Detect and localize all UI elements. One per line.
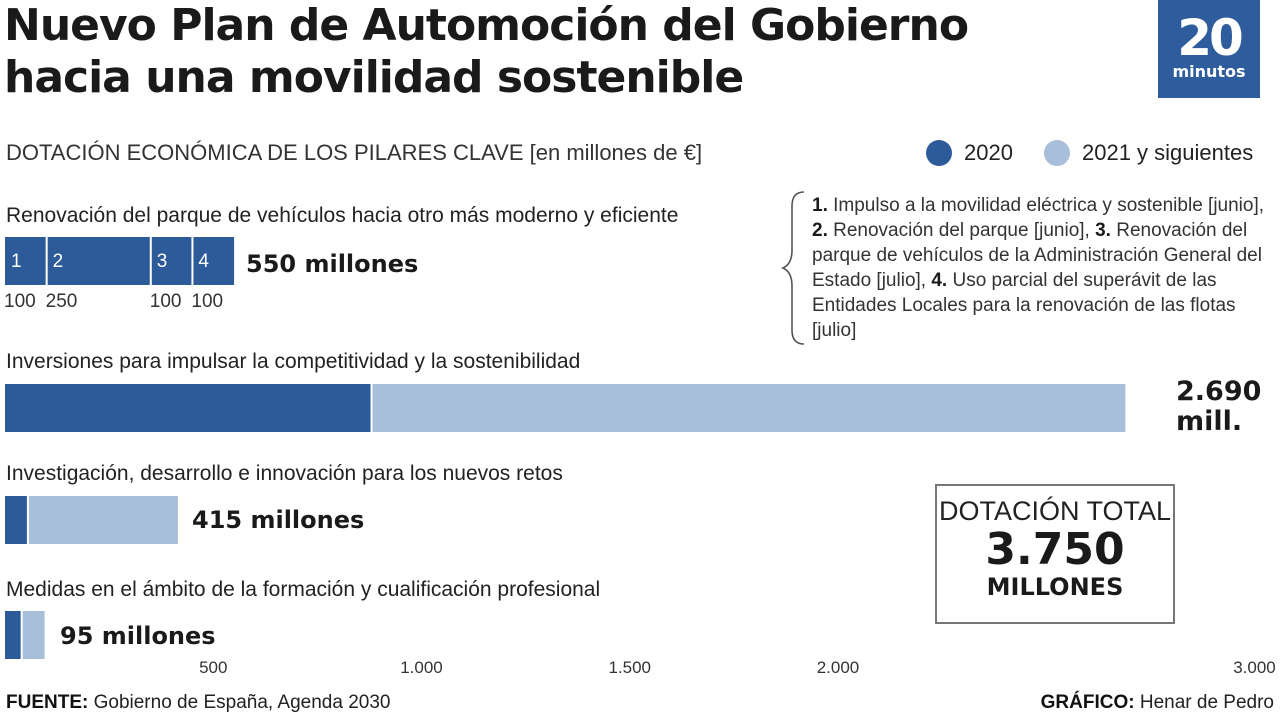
legend-label-2021: 2021 y siguientes xyxy=(1082,140,1254,165)
total-box-label: DOTACIÓN TOTAL xyxy=(938,496,1172,526)
segment-value-label: 100 xyxy=(149,291,182,312)
note-2-text: Renovación del parque [junio], xyxy=(827,220,1096,241)
note-1-text: Impulso a la movilidad eléctrica y sostenible [junio], xyxy=(827,195,1265,216)
credit-text: Henar de Pedro xyxy=(1134,692,1274,713)
source-text: Gobierno de España, Agenda 2030 xyxy=(88,692,391,713)
segment-value-label: 250 xyxy=(45,291,78,312)
source-credit xyxy=(6,692,390,714)
note-4-number: 4. xyxy=(931,270,948,291)
segment-value-label: 100 xyxy=(191,291,224,312)
segment-id-label: 4 xyxy=(198,251,210,272)
bar-segment xyxy=(372,384,1126,432)
bar-segment xyxy=(5,496,28,544)
bar-segment xyxy=(22,611,45,659)
segment-id-label: 3 xyxy=(156,251,168,272)
total-label-renovacion: 550 millones xyxy=(246,250,419,278)
source-label: FUENTE: xyxy=(6,692,89,713)
chart-title-line1: Nuevo Plan de Automoción del Gobierno xyxy=(4,0,969,51)
x-tick-label: 2.000 xyxy=(816,658,860,677)
note-2-number: 2. xyxy=(812,220,828,241)
segment-id-label: 2 xyxy=(52,251,64,272)
chart-subtitle: DOTACIÓN ECONÓMICA DE LOS PILARES CLAVE [en millones de €] xyxy=(6,140,703,165)
total-box-unit: MILLONES xyxy=(986,573,1124,601)
x-tick-label: 500 xyxy=(199,658,228,677)
bar-segment xyxy=(5,611,22,659)
legend-label-2020: 2020 xyxy=(964,140,1013,165)
note-4-text: Uso parcial del superávit de las Entidades Locales para la renovación de las flotas [julio] xyxy=(812,270,1236,341)
bar-segment xyxy=(28,496,178,544)
x-tick-label: 3.000 xyxy=(1233,658,1276,677)
category-label-renovacion: Renovación del parque de vehículos hacia otro más moderno y eficiente xyxy=(6,204,679,227)
segment-value-label: 100 xyxy=(4,291,36,312)
segment-id-label: 1 xyxy=(11,251,22,272)
credit-label: GRÁFICO: xyxy=(1040,692,1135,713)
x-tick-label: 1.500 xyxy=(608,658,652,677)
note-3-number: 3. xyxy=(1095,220,1111,241)
total-label-inversiones-unit: mill. xyxy=(1176,406,1243,437)
category-label-idi: Investigación, desarrollo e innovación para los nuevos retos xyxy=(6,462,563,485)
category-label-inversiones: Inversiones para impulsar la competitividad y la sostenibilidad xyxy=(6,350,581,373)
total-box-value: 3.750 xyxy=(985,524,1125,575)
author-credit xyxy=(1041,692,1274,714)
category-label-formacion: Medidas en el ámbito de la formación y cualificación profesional xyxy=(6,578,601,601)
total-label-inversiones-value: 2.690 xyxy=(1176,376,1262,407)
brand-logo-word: minutos xyxy=(1172,62,1246,81)
total-label-idi: 415 millones xyxy=(192,506,365,534)
bar-segment xyxy=(5,384,372,432)
note-3-text: Renovación del parque de vehículos de la Administración General del Estado [julio], xyxy=(812,220,1262,291)
note-1-number: 1. xyxy=(812,195,828,216)
total-label-formacion: 95 millones xyxy=(60,622,216,650)
brand-logo-number: 20 xyxy=(1177,9,1241,67)
x-tick-label: 1.000 xyxy=(400,658,443,677)
chart-title-line2: hacia una movilidad sostenible xyxy=(4,52,744,103)
